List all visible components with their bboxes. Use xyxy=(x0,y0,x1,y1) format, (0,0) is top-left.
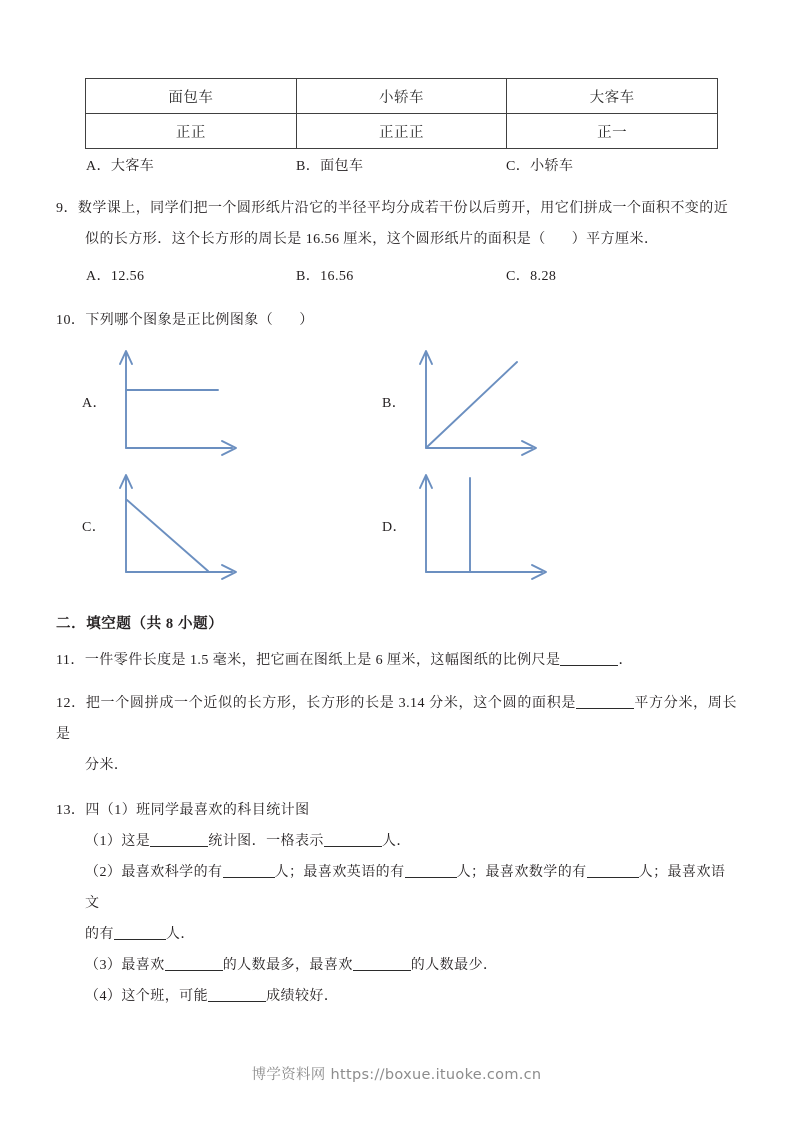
question-13-item-1-part-2: 统计图．一格表示 xyxy=(208,834,324,849)
q9-choice-c-label: C． xyxy=(506,269,531,284)
question-13-item-2-part-4: 人；最喜欢语文 xyxy=(85,865,726,911)
q8-choice-row xyxy=(56,155,737,181)
question-11-period: ． xyxy=(618,653,633,668)
question-13-item-4-part-2: 成绩较好． xyxy=(266,989,339,1004)
question-13-item-1 xyxy=(56,826,737,857)
q9-choice-b-label: B． xyxy=(296,269,321,284)
graph-option-a[interactable] xyxy=(66,340,366,464)
falling-diagonal-graph-icon xyxy=(112,464,312,588)
question-10-text-a: 下列哪个图象是正比例图象（ xyxy=(85,313,274,328)
question-12-seg3: 分米． xyxy=(85,758,129,773)
question-13-number: 13． xyxy=(56,803,86,818)
graph-option-b-label: B． xyxy=(382,396,407,411)
q9-choice-b-text: 16.56 xyxy=(320,269,354,284)
question-13-item-2-blank-1[interactable] xyxy=(223,863,275,878)
question-13-item-2-blank-3[interactable] xyxy=(587,863,639,878)
question-13-item-3-blank-1[interactable] xyxy=(165,956,223,971)
table-cell-tally-3: 正一 xyxy=(507,114,718,149)
question-12-number: 12． xyxy=(56,696,86,711)
question-11-number: 11． xyxy=(56,653,85,668)
q8-choice-c[interactable] xyxy=(506,155,573,175)
page-content xyxy=(56,78,737,1012)
table-cell-tally-1: 正正 xyxy=(86,114,297,149)
question-13-item-3-blank-2[interactable] xyxy=(353,956,411,971)
graph-option-c[interactable] xyxy=(66,464,366,588)
q9-choice-a[interactable] xyxy=(86,265,144,285)
question-13-item-2-label: （2） xyxy=(85,865,122,880)
graph-option-d-label: D． xyxy=(382,520,407,535)
horizontal-line-graph-icon xyxy=(112,340,312,464)
question-10-text-b: ） xyxy=(299,313,314,328)
question-12-seg1: 把一个圆拼成一个近似的长方形，长方形的长是 3.14 分米，这个圆的面积是 xyxy=(85,696,577,711)
question-9-line2-b: ）平方厘米． xyxy=(571,232,659,247)
q9-choice-row xyxy=(56,265,737,291)
question-10 xyxy=(56,305,737,336)
rising-diagonal-graph-icon xyxy=(412,340,612,464)
question-13-item-2-line2 xyxy=(56,919,737,950)
question-13-item-4-label: （4） xyxy=(85,989,122,1004)
question-12-seg2: 平方分米，周长是 xyxy=(56,696,737,742)
footer-watermark: 博学资料网 https://boxue.ituoke.com.cn xyxy=(251,1067,542,1083)
question-13-item-3 xyxy=(56,950,737,981)
vertical-line-graph-icon xyxy=(412,464,612,588)
question-9-line2-a: 似的长方形．这个长方形的周长是 16.56 厘米，这个圆形纸片的面积是（ xyxy=(85,232,546,247)
question-13-item-3-part-3: 的人数最少． xyxy=(410,958,498,973)
question-13-item-1-part-3: 人． xyxy=(381,834,411,849)
question-13 xyxy=(56,795,737,826)
table-row-headers xyxy=(86,79,718,114)
question-13-item-2-part-6: 人． xyxy=(165,927,195,942)
question-11-text: 一件零件长度是 1.5 毫米，把它画在图纸上是 6 厘米，这幅图纸的比例尺是 xyxy=(84,653,561,668)
question-13-item-1-part-1: 这是 xyxy=(121,834,151,849)
q9-choice-c[interactable] xyxy=(506,265,556,285)
question-9-number: 9． xyxy=(56,201,78,216)
q8-choice-c-label: C． xyxy=(506,159,531,174)
graph-option-d[interactable] xyxy=(366,464,666,588)
q8-choice-c-text: 小轿车 xyxy=(530,159,574,174)
question-12-line2 xyxy=(56,750,737,781)
question-13-item-2-part-3: 人；最喜欢数学的有 xyxy=(456,865,587,880)
question-13-item-2-blank-2[interactable] xyxy=(405,863,457,878)
q9-choice-c-text: 8.28 xyxy=(530,269,557,284)
question-11-blank[interactable] xyxy=(560,651,618,666)
table-cell-vehicle-2: 小轿车 xyxy=(296,79,507,114)
question-13-item-2-part-5: 的有 xyxy=(85,927,114,942)
question-11 xyxy=(56,645,737,676)
q8-choice-a-label: A． xyxy=(86,159,111,174)
question-13-item-3-part-2: 的人数最多，最喜欢 xyxy=(222,958,353,973)
table-cell-vehicle-3: 大客车 xyxy=(507,79,718,114)
graph-option-a-label: A． xyxy=(82,396,107,411)
question-13-item-1-blank-1[interactable] xyxy=(150,832,208,847)
question-12 xyxy=(56,688,737,750)
question-13-item-4 xyxy=(56,981,737,1012)
section-heading-fill-in-blanks: 二．填空题（共 8 小题） xyxy=(56,616,224,632)
question-13-item-3-part-1: 最喜欢 xyxy=(121,958,165,973)
question-13-item-2 xyxy=(56,857,737,919)
question-12-blank-1[interactable] xyxy=(576,694,634,709)
vehicle-tally-table xyxy=(85,78,718,149)
question-13-title: 四（1）班同学最喜欢的科目统计图 xyxy=(85,803,310,818)
q8-choice-b[interactable] xyxy=(296,155,363,175)
question-13-item-1-label: （1） xyxy=(85,834,122,849)
question-13-item-4-blank-1[interactable] xyxy=(208,987,266,1002)
q8-choice-b-label: B． xyxy=(296,159,321,174)
q8-choice-a-text: 大客车 xyxy=(110,159,155,174)
question-13-item-2-blank-4[interactable] xyxy=(114,925,166,940)
question-9-line2 xyxy=(56,224,737,255)
question-10-number: 10． xyxy=(56,313,86,328)
graph-option-c-label: C． xyxy=(82,520,107,535)
q8-choice-a[interactable] xyxy=(86,155,154,175)
question-9-line1: 数学课上，同学们把一个圆形纸片沿它的半径平均分成若干份以后剪开，用它们拼成一个面积不变的近 xyxy=(77,201,729,216)
question-13-item-3-label: （3） xyxy=(85,958,122,973)
q9-choice-a-label: A． xyxy=(86,269,111,284)
question-9 xyxy=(56,193,737,224)
q9-choice-b[interactable] xyxy=(296,265,354,285)
question-10-graph-options xyxy=(56,340,716,588)
table-cell-vehicle-1: 面包车 xyxy=(86,79,297,114)
q8-choice-b-text: 面包车 xyxy=(320,159,364,174)
q9-choice-a-text: 12.56 xyxy=(110,269,145,284)
question-13-item-2-part-1: 最喜欢科学的有 xyxy=(121,865,223,880)
question-13-item-1-blank-2[interactable] xyxy=(324,832,382,847)
table-row-tallies xyxy=(86,114,718,149)
table-cell-tally-2: 正正正 xyxy=(296,114,507,149)
question-13-item-4-part-1: 这个班，可能 xyxy=(121,989,209,1004)
question-13-item-2-part-2: 人；最喜欢英语的有 xyxy=(274,865,405,880)
graph-option-b[interactable] xyxy=(366,340,666,464)
